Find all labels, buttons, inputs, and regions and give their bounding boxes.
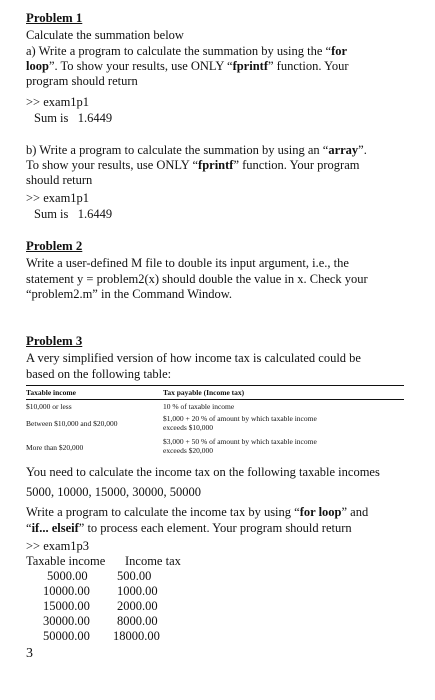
table-row2-tax-line1: $1,000 + 20 % of amount by which taxable income	[163, 414, 317, 423]
table-row1-tax: 10 % of taxable income	[163, 402, 235, 411]
problem3-heading: Problem 3	[26, 334, 83, 348]
problem1-b-line1: b) Write a program to calculate the summation by using an “array”.	[26, 143, 367, 157]
output-row-income: 10000.00	[43, 584, 90, 598]
output-row-income: 50000.00	[43, 629, 90, 643]
problem1-heading: Problem 1	[26, 11, 83, 25]
problem2-line2: statement y = problem2(x) should double the value in x. Check your	[26, 272, 368, 286]
problem1-a-result: Sum is 1.6449	[34, 111, 113, 125]
output-row-tax: 18000.00	[113, 629, 160, 643]
problem1-a-line1: a) Write a program to calculate the summation by using the “for	[26, 44, 348, 58]
table-header-rule	[26, 399, 404, 400]
table-row3-tax-line1: $3,000 + 50 % of amount by which taxable income	[163, 437, 317, 446]
output-row-tax: 8000.00	[117, 614, 158, 628]
output-row-income: 15000.00	[43, 599, 90, 613]
problem1-b-line3: should return	[26, 173, 93, 187]
table-row2-tax-line2: exceeds $10,000	[163, 423, 213, 432]
output-header-tax: Income tax	[125, 554, 181, 568]
problem3-line6: “if... elseif” to process each element. Your program should return	[26, 521, 352, 535]
output-row-income: 30000.00	[43, 614, 90, 628]
problem1-a-line2: loop”. To show your results, use ONLY “fprintf” function. Your	[26, 59, 349, 73]
output-row-tax: 1000.00	[117, 584, 158, 598]
problem3-line5: Write a program to calculate the income tax by using “for loop” and	[26, 505, 369, 519]
output-row-tax: 500.00	[117, 569, 152, 583]
table-row3-income: More than $20,000	[26, 443, 84, 452]
problem3-line1: A very simplified version of how income tax is calculated could be	[26, 351, 361, 365]
table-header-tax: Tax payable (Income tax)	[163, 388, 245, 397]
problem3-line2: based on the following table:	[26, 367, 172, 381]
problem3-command: >> exam1p3	[26, 539, 90, 553]
problem1-b-command: >> exam1p1	[26, 191, 90, 205]
output-row-income: 5000.00	[47, 569, 88, 583]
problem2-heading: Problem 2	[26, 239, 83, 253]
table-top-rule	[26, 385, 404, 386]
problem3-line3: You need to calculate the income tax on the following taxable incomes	[26, 465, 380, 479]
table-header-income: Taxable income	[26, 388, 76, 397]
page-number: 3	[26, 646, 33, 661]
problem1-intro: Calculate the summation below	[26, 28, 184, 42]
problem1-a-line3: program should return	[26, 74, 138, 88]
problem2-line1: Write a user-defined M file to double its input argument, i.e., the	[26, 256, 349, 270]
problem1-b-result: Sum is 1.6449	[34, 207, 113, 221]
table-row2-income: Between $10,000 and $20,000	[26, 419, 118, 428]
problem2-line3: “problem2.m” in the Command Window.	[26, 287, 233, 301]
table-row1-income: $10,000 or less	[26, 402, 72, 411]
problem3-line4: 5000, 10000, 15000, 30000, 50000	[26, 485, 201, 499]
output-header-income: Taxable income	[26, 554, 106, 568]
table-row3-tax-line2: exceeds $20,000	[163, 446, 213, 455]
problem1-b-line2: To show your results, use ONLY “fprintf” function. Your program	[26, 158, 360, 172]
output-row-tax: 2000.00	[117, 599, 158, 613]
problem1-a-command: >> exam1p1	[26, 95, 90, 109]
